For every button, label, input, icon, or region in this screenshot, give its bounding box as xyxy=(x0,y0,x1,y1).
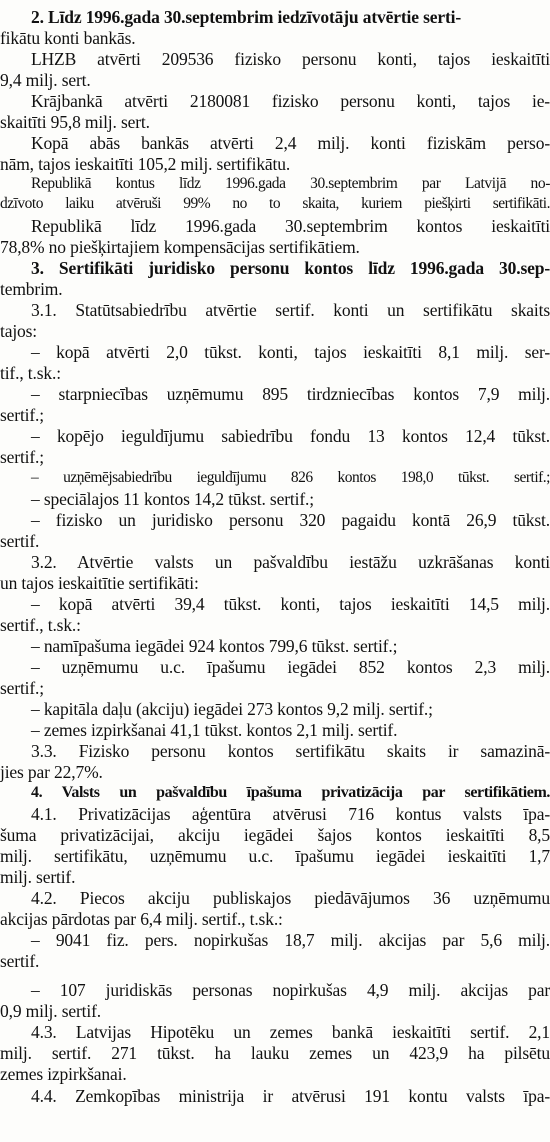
list-item: – speciālajos 11 kontos 14,2 tūkst. sertif.; xyxy=(31,489,314,509)
text-line: skaitīti 95,8 milj. sert. xyxy=(0,112,150,132)
subsection-3-1: 3.1. Statūtsabiedrību atvērtie sertif. konti un sertifikātu skaits xyxy=(31,300,550,320)
text-line: dzīvoto laiku atvēruši 99% no to skaita, kuriem piešķirti sertifikāti. xyxy=(0,195,550,212)
list-item: – namīpašuma iegādei 924 kontos 799,6 tūkst. sertif.; xyxy=(31,636,398,656)
text-line: tembrim. xyxy=(0,279,63,299)
list-item: – kopējo ieguldījumu sabiedrību fondu 13 kontos 12,4 tūkst. xyxy=(31,426,550,446)
text-line: sertif.; xyxy=(0,678,44,698)
text-line: tif., t.sk.: xyxy=(0,363,61,383)
list-item: – uzņēmējsabiedrību ieguldījumu 826 kontos 198,0 tūkst. sertif.; xyxy=(31,469,550,486)
text-line: šuma privatizācijai, akciju iegādei šajos kontos ieskaitīti 8,5 xyxy=(0,825,550,845)
text-line: tajos: xyxy=(0,321,38,341)
text-line: un tajos ieskaitītie sertifikāti: xyxy=(0,573,199,593)
text-line: fikātu konti bankās. xyxy=(0,28,136,48)
subsection-3-2: 3.2. Atvērtie valsts un pašvaldību iestāžu uzkrāšanas konti xyxy=(31,552,550,572)
text-line: jies par 22,7%. xyxy=(0,762,103,782)
text-line: sertif. xyxy=(0,951,40,971)
subsection-4-2: 4.2. Piecos akciju publiskajos piedāvājumos 36 uzņēmumu xyxy=(31,888,550,908)
subsection-4-1: 4.1. Privatizācijas aģentūra atvērusi 716 kontus valsts īpa- xyxy=(31,804,550,824)
text-line: Kopā abās bankās atvērti 2,4 milj. konti fiziskām perso- xyxy=(31,133,550,153)
text-line: sertif. xyxy=(0,531,40,551)
list-item: – kapitāla daļu (akciju) iegādei 273 kontos 9,2 milj. sertif.; xyxy=(31,699,433,719)
section-4-heading: 4. Valsts un pašvaldību īpašuma privatizācija par sertifikātiem. xyxy=(31,784,550,801)
text-line: Republikā kontus līdz 1996.gada 30.septembrim par Latvijā no- xyxy=(31,175,550,192)
list-item: – fizisko un juridisko personu 320 pagaidu kontā 26,9 tūkst. xyxy=(31,510,550,530)
text-line: milj. sertif. xyxy=(0,867,76,887)
section-3-heading: 3. Sertifikāti juridisko personu kontos līdz 1996.gada 30.sep- xyxy=(31,258,550,278)
text-line: sertif.; xyxy=(0,447,44,467)
text-line: Krājbankā atvērti 2180081 fizisko personu konti, tajos ie- xyxy=(31,91,550,111)
subsection-4-3: 4.3. Latvijas Hipotēku un zemes bankā ieskaitīti sertif. 2,1 xyxy=(31,1022,550,1042)
list-item: – starpniecības uzņēmumu 895 tirdzniecības kontos 7,9 milj. xyxy=(31,384,550,404)
list-item: – kopā atvērti 2,0 tūkst. konti, tajos ieskaitīti 8,1 milj. ser- xyxy=(31,342,550,362)
section-2-heading: 2. Līdz 1996.gada 30.septembrim iedzīvotāju atvērtie serti- xyxy=(31,7,462,27)
list-item: – 9041 fiz. pers. nopirkušas 18,7 milj. akcijas par 5,6 milj. xyxy=(31,930,550,950)
text-line: milj. sertifikātu, uzņēmumu u.c. īpašumu iegādei ieskaitīti 1,7 xyxy=(0,846,550,866)
list-item: – kopā atvērti 39,4 tūkst. konti, tajos ieskaitīti 14,5 milj. xyxy=(31,594,550,614)
text-line: sertif.; xyxy=(0,405,44,425)
text-line: zemes izpirkšanai. xyxy=(0,1064,127,1084)
list-item: – 107 juridiskās personas nopirkušas 4,9 milj. akcijas par xyxy=(31,980,550,1000)
text-line: milj. sertif. 271 tūkst. ha lauku zemes un 423,9 ha pilsētu xyxy=(0,1043,550,1063)
subsection-3-3: 3.3. Fizisko personu kontos sertifikātu skaits ir samazinā- xyxy=(31,741,550,761)
list-item: – uzņēmumu u.c. īpašumu iegādei 852 kontos 2,3 milj. xyxy=(31,657,550,677)
text-line: 0,9 milj. sertif. xyxy=(0,1001,101,1021)
list-item: – zemes izpirkšanai 41,1 tūkst. kontos 2,1 milj. sertif. xyxy=(31,720,398,740)
text-line: 9,4 milj. sert. xyxy=(0,70,91,90)
text-line: 78,8% no piešķirtajiem kompensācijas sertifikātiem. xyxy=(0,237,360,257)
text-line: akcijas pārdotas par 6,4 milj. sertif., t.sk.: xyxy=(0,909,283,929)
text-line: Republikā līdz 1996.gada 30.septembrim kontos ieskaitīti xyxy=(31,216,550,236)
text-line: LHZB atvērti 209536 fizisko personu konti, tajos ieskaitīti xyxy=(31,49,550,69)
text-line: sertif., t.sk.: xyxy=(0,615,81,635)
subsection-4-4: 4.4. Zemkopības ministrija ir atvērusi 191 kontu valsts īpa- xyxy=(31,1086,550,1106)
text-line: nām, tajos ieskaitīti 105,2 milj. sertifikātu. xyxy=(0,154,291,174)
